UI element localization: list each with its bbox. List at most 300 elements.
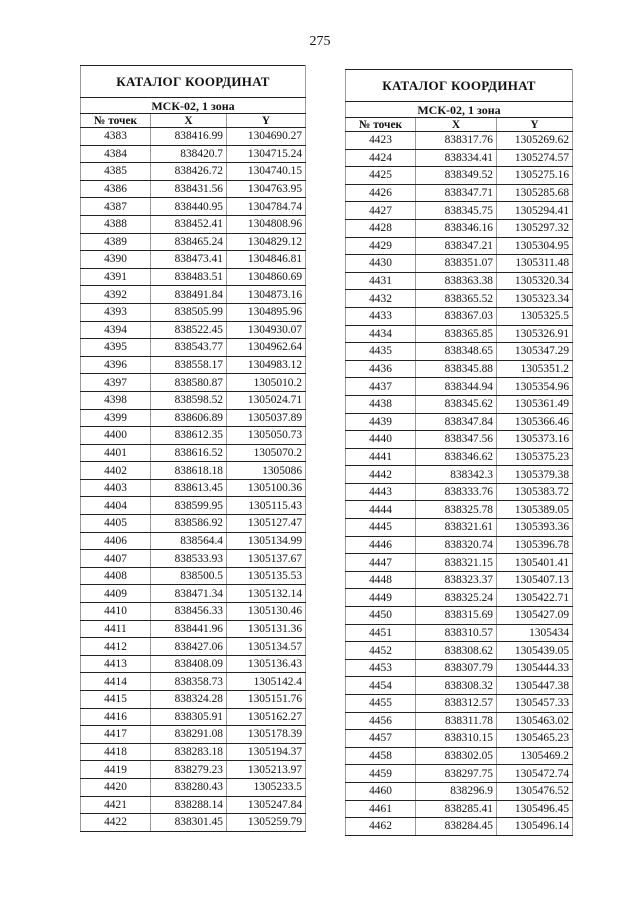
table-row — [346, 448, 573, 466]
point-number-cell: 4448 — [346, 571, 416, 589]
point-number-cell: 4425 — [346, 167, 416, 185]
column-header-x: X — [151, 114, 227, 128]
table-row — [346, 325, 573, 343]
point-number-cell: 4385 — [81, 163, 151, 181]
x-coordinate-cell: 838618.18 — [151, 462, 227, 480]
x-coordinate-cell: 838302.05 — [416, 747, 497, 765]
x-coordinate-cell: 838307.79 — [416, 659, 497, 677]
table-row — [346, 536, 573, 554]
y-coordinate-cell: 1305476.52 — [497, 782, 573, 800]
y-coordinate-cell: 1305422.71 — [497, 589, 573, 607]
x-coordinate-cell: 838347.56 — [416, 431, 497, 449]
x-coordinate-cell: 838426.72 — [151, 163, 227, 181]
x-coordinate-cell: 838599.95 — [151, 497, 227, 515]
table-row — [346, 818, 573, 836]
y-coordinate-cell: 1305379.38 — [497, 466, 573, 484]
point-number-cell: 4397 — [81, 374, 151, 392]
coordinate-system-label: МСК-02, 1 зона — [81, 98, 306, 114]
y-coordinate-cell: 1305393.36 — [497, 519, 573, 537]
y-coordinate-cell: 1305347.29 — [497, 343, 573, 361]
y-coordinate-cell: 1305447.38 — [497, 677, 573, 695]
x-coordinate-cell: 838311.78 — [416, 712, 497, 730]
point-number-cell: 4386 — [81, 180, 151, 198]
x-coordinate-cell: 838325.78 — [416, 501, 497, 519]
x-coordinate-cell: 838613.45 — [151, 479, 227, 497]
point-number-cell: 4400 — [81, 427, 151, 445]
table-row — [81, 427, 306, 445]
y-coordinate-cell: 1305274.57 — [497, 149, 573, 167]
y-coordinate-cell: 1305457.33 — [497, 695, 573, 713]
table-row — [346, 149, 573, 167]
x-coordinate-cell: 838558.17 — [151, 356, 227, 374]
point-number-cell: 4453 — [346, 659, 416, 677]
y-coordinate-cell: 1305469.2 — [497, 747, 573, 765]
x-coordinate-cell: 838363.38 — [416, 272, 497, 290]
y-coordinate-cell: 1304846.81 — [227, 251, 306, 269]
table-row — [81, 796, 306, 814]
table-row — [81, 655, 306, 673]
x-coordinate-cell: 838344.94 — [416, 378, 497, 396]
table-row — [81, 497, 306, 515]
y-coordinate-cell: 1305311.48 — [497, 255, 573, 273]
table-row — [81, 163, 306, 181]
x-coordinate-cell: 838345.88 — [416, 360, 497, 378]
column-header-point-number: № точек — [81, 114, 151, 128]
x-coordinate-cell: 838606.89 — [151, 409, 227, 427]
point-number-cell: 4440 — [346, 431, 416, 449]
y-coordinate-cell: 1304983.12 — [227, 356, 306, 374]
y-coordinate-cell: 1305162.27 — [227, 708, 306, 726]
point-number-cell: 4435 — [346, 343, 416, 361]
table-row — [81, 515, 306, 533]
x-coordinate-cell: 838279.23 — [151, 761, 227, 779]
point-number-cell: 4407 — [81, 550, 151, 568]
y-coordinate-cell: 1304784.74 — [227, 198, 306, 216]
point-number-cell: 4461 — [346, 800, 416, 818]
y-coordinate-cell: 1304930.07 — [227, 321, 306, 339]
x-coordinate-cell: 838348.65 — [416, 343, 497, 361]
point-number-cell: 4415 — [81, 691, 151, 709]
y-coordinate-cell: 1305427.09 — [497, 607, 573, 625]
y-coordinate-cell: 1305142.4 — [227, 673, 306, 691]
table-row — [81, 743, 306, 761]
point-number-cell: 4404 — [81, 497, 151, 515]
x-coordinate-cell: 838305.91 — [151, 708, 227, 726]
y-coordinate-cell: 1304860.69 — [227, 268, 306, 286]
y-coordinate-cell: 1305496.14 — [497, 818, 573, 836]
table-row — [81, 321, 306, 339]
y-coordinate-cell: 1304690.27 — [227, 128, 306, 146]
x-coordinate-cell: 838347.21 — [416, 237, 497, 255]
point-number-cell: 4398 — [81, 391, 151, 409]
point-number-cell: 4403 — [81, 479, 151, 497]
y-coordinate-cell: 1305396.78 — [497, 536, 573, 554]
x-coordinate-cell: 838586.92 — [151, 515, 227, 533]
point-number-cell: 4428 — [346, 219, 416, 237]
x-coordinate-cell: 838580.87 — [151, 374, 227, 392]
table-row — [346, 519, 573, 537]
y-coordinate-cell: 1305134.57 — [227, 638, 306, 656]
point-number-cell: 4406 — [81, 532, 151, 550]
table-row — [346, 501, 573, 519]
point-number-cell: 4443 — [346, 483, 416, 501]
point-number-cell: 4437 — [346, 378, 416, 396]
point-number-cell: 4387 — [81, 198, 151, 216]
point-number-cell: 4417 — [81, 726, 151, 744]
point-number-cell: 4454 — [346, 677, 416, 695]
point-number-cell: 4418 — [81, 743, 151, 761]
table-row — [81, 673, 306, 691]
x-coordinate-cell: 838345.75 — [416, 202, 497, 220]
x-coordinate-cell: 838505.99 — [151, 303, 227, 321]
point-number-cell: 4410 — [81, 603, 151, 621]
catalog-title: КАТАЛОГ КООРДИНАТ — [81, 66, 306, 98]
x-coordinate-cell: 838441.96 — [151, 620, 227, 638]
point-number-cell: 4414 — [81, 673, 151, 691]
x-coordinate-cell: 838317.76 — [416, 132, 497, 150]
point-number-cell: 4432 — [346, 290, 416, 308]
table-row — [346, 730, 573, 748]
x-coordinate-cell: 838325.24 — [416, 589, 497, 607]
table-row — [346, 677, 573, 695]
point-number-cell: 4450 — [346, 607, 416, 625]
table-row — [346, 466, 573, 484]
table-row — [81, 356, 306, 374]
table-row — [346, 290, 573, 308]
x-coordinate-cell: 838349.52 — [416, 167, 497, 185]
x-coordinate-cell: 838358.73 — [151, 673, 227, 691]
point-number-cell: 4434 — [346, 325, 416, 343]
y-coordinate-cell: 1305100.36 — [227, 479, 306, 497]
y-coordinate-cell: 1305434 — [497, 624, 573, 642]
table-row — [346, 571, 573, 589]
table-row — [81, 251, 306, 269]
y-coordinate-cell: 1305294.41 — [497, 202, 573, 220]
point-number-cell: 4430 — [346, 255, 416, 273]
y-coordinate-cell: 1305401.41 — [497, 554, 573, 572]
y-coordinate-cell: 1305472.74 — [497, 765, 573, 783]
table-row — [346, 800, 573, 818]
x-coordinate-cell: 838323.37 — [416, 571, 497, 589]
point-number-cell: 4409 — [81, 585, 151, 603]
point-number-cell: 4421 — [81, 796, 151, 814]
table-row — [346, 712, 573, 730]
table-row — [81, 585, 306, 603]
x-coordinate-cell: 838308.32 — [416, 677, 497, 695]
y-coordinate-cell: 1305194.37 — [227, 743, 306, 761]
x-coordinate-cell: 838365.85 — [416, 325, 497, 343]
x-coordinate-cell: 838483.51 — [151, 268, 227, 286]
point-number-cell: 4460 — [346, 782, 416, 800]
x-coordinate-cell: 838310.57 — [416, 624, 497, 642]
table-row — [81, 303, 306, 321]
x-coordinate-cell: 838564.4 — [151, 532, 227, 550]
x-coordinate-cell: 838616.52 — [151, 444, 227, 462]
y-coordinate-cell: 1305373.16 — [497, 431, 573, 449]
table-row — [346, 395, 573, 413]
x-coordinate-cell: 838465.24 — [151, 233, 227, 251]
x-coordinate-cell: 838288.14 — [151, 796, 227, 814]
table-row — [81, 444, 306, 462]
y-coordinate-cell: 1305444.33 — [497, 659, 573, 677]
y-coordinate-cell: 1305383.72 — [497, 483, 573, 501]
table-row — [81, 233, 306, 251]
x-coordinate-cell: 838365.52 — [416, 290, 497, 308]
y-coordinate-cell: 1305178.39 — [227, 726, 306, 744]
x-coordinate-cell: 838321.15 — [416, 554, 497, 572]
y-coordinate-cell: 1305375.23 — [497, 448, 573, 466]
column-header-point-number: № точек — [346, 118, 416, 132]
point-number-cell: 4457 — [346, 730, 416, 748]
point-number-cell: 4424 — [346, 149, 416, 167]
y-coordinate-cell: 1304895.96 — [227, 303, 306, 321]
table-row — [346, 765, 573, 783]
table-row — [81, 339, 306, 357]
table-row — [81, 286, 306, 304]
table-row — [346, 554, 573, 572]
y-coordinate-cell: 1305323.34 — [497, 290, 573, 308]
x-coordinate-cell: 838342.3 — [416, 466, 497, 484]
catalog-title: КАТАЛОГ КООРДИНАТ — [346, 70, 573, 102]
y-coordinate-cell: 1305010.2 — [227, 374, 306, 392]
column-header-y: Y — [227, 114, 306, 128]
coordinate-catalog-table-right — [345, 69, 573, 836]
y-coordinate-cell: 1305439.05 — [497, 642, 573, 660]
y-coordinate-cell: 1305389.05 — [497, 501, 573, 519]
x-coordinate-cell: 838297.75 — [416, 765, 497, 783]
point-number-cell: 4416 — [81, 708, 151, 726]
x-coordinate-cell: 838291.08 — [151, 726, 227, 744]
y-coordinate-cell: 1305134.99 — [227, 532, 306, 550]
point-number-cell: 4389 — [81, 233, 151, 251]
y-coordinate-cell: 1305326.91 — [497, 325, 573, 343]
table-row — [346, 167, 573, 185]
y-coordinate-cell: 1305213.97 — [227, 761, 306, 779]
point-number-cell: 4408 — [81, 567, 151, 585]
point-number-cell: 4396 — [81, 356, 151, 374]
x-coordinate-cell: 838452.41 — [151, 215, 227, 233]
table-row — [81, 532, 306, 550]
y-coordinate-cell: 1305070.2 — [227, 444, 306, 462]
y-coordinate-cell: 1305233.5 — [227, 778, 306, 796]
x-coordinate-cell: 838308.62 — [416, 642, 497, 660]
point-number-cell: 4446 — [346, 536, 416, 554]
point-number-cell: 4445 — [346, 519, 416, 537]
table-row — [346, 255, 573, 273]
table-row — [81, 409, 306, 427]
point-number-cell: 4411 — [81, 620, 151, 638]
y-coordinate-cell: 1305304.95 — [497, 237, 573, 255]
table-row — [346, 237, 573, 255]
table-row — [81, 550, 306, 568]
table-row — [81, 391, 306, 409]
table-row — [346, 219, 573, 237]
x-coordinate-cell: 838346.62 — [416, 448, 497, 466]
x-coordinate-cell: 838408.09 — [151, 655, 227, 673]
y-coordinate-cell: 1305135.53 — [227, 567, 306, 585]
point-number-cell: 4451 — [346, 624, 416, 642]
x-coordinate-cell: 838280.43 — [151, 778, 227, 796]
x-coordinate-cell: 838312.57 — [416, 695, 497, 713]
x-coordinate-cell: 838347.71 — [416, 184, 497, 202]
table-row — [81, 603, 306, 621]
y-coordinate-cell: 1305320.34 — [497, 272, 573, 290]
x-coordinate-cell: 838301.45 — [151, 814, 227, 832]
point-number-cell: 4401 — [81, 444, 151, 462]
y-coordinate-cell: 1305354.96 — [497, 378, 573, 396]
table-row — [346, 378, 573, 396]
y-coordinate-cell: 1305130.46 — [227, 603, 306, 621]
x-coordinate-cell: 838296.9 — [416, 782, 497, 800]
point-number-cell: 4395 — [81, 339, 151, 357]
x-coordinate-cell: 838456.33 — [151, 603, 227, 621]
table-row — [81, 479, 306, 497]
y-coordinate-cell: 1305351.2 — [497, 360, 573, 378]
y-coordinate-cell: 1305086 — [227, 462, 306, 480]
table-row — [346, 272, 573, 290]
y-coordinate-cell: 1305050.73 — [227, 427, 306, 445]
table-row — [346, 413, 573, 431]
y-coordinate-cell: 1305247.84 — [227, 796, 306, 814]
point-number-cell: 4431 — [346, 272, 416, 290]
point-number-cell: 4402 — [81, 462, 151, 480]
table-row — [81, 462, 306, 480]
point-number-cell: 4452 — [346, 642, 416, 660]
table-row — [346, 132, 573, 150]
coordinate-system-label: МСК-02, 1 зона — [346, 102, 573, 118]
x-coordinate-cell: 838351.07 — [416, 255, 497, 273]
table-row — [346, 747, 573, 765]
x-coordinate-cell: 838471.34 — [151, 585, 227, 603]
x-coordinate-cell: 838598.52 — [151, 391, 227, 409]
point-number-cell: 4393 — [81, 303, 151, 321]
y-coordinate-cell: 1305037.89 — [227, 409, 306, 427]
x-coordinate-cell: 838473.41 — [151, 251, 227, 269]
point-number-cell: 4391 — [81, 268, 151, 286]
table-row — [346, 431, 573, 449]
table-row — [81, 128, 306, 146]
point-number-cell: 4390 — [81, 251, 151, 269]
table-row — [346, 360, 573, 378]
table-row — [81, 620, 306, 638]
point-number-cell: 4439 — [346, 413, 416, 431]
point-number-cell: 4455 — [346, 695, 416, 713]
point-number-cell: 4436 — [346, 360, 416, 378]
y-coordinate-cell: 1305132.14 — [227, 585, 306, 603]
x-coordinate-cell: 838284.45 — [416, 818, 497, 836]
point-number-cell: 4427 — [346, 202, 416, 220]
table-row — [81, 145, 306, 163]
x-coordinate-cell: 838324.28 — [151, 691, 227, 709]
x-coordinate-cell: 838333.76 — [416, 483, 497, 501]
column-header-x: X — [416, 118, 497, 132]
coordinate-catalog-table-left — [80, 65, 306, 832]
x-coordinate-cell: 838416.99 — [151, 128, 227, 146]
page-number: 275 — [309, 34, 331, 49]
x-coordinate-cell: 838491.84 — [151, 286, 227, 304]
y-coordinate-cell: 1305325.5 — [497, 307, 573, 325]
y-coordinate-cell: 1305366.46 — [497, 413, 573, 431]
y-coordinate-cell: 1304962.64 — [227, 339, 306, 357]
y-coordinate-cell: 1305136.43 — [227, 655, 306, 673]
y-coordinate-cell: 1305131.36 — [227, 620, 306, 638]
x-coordinate-cell: 838315.69 — [416, 607, 497, 625]
point-number-cell: 4426 — [346, 184, 416, 202]
point-number-cell: 4383 — [81, 128, 151, 146]
x-coordinate-cell: 838500.5 — [151, 567, 227, 585]
point-number-cell: 4449 — [346, 589, 416, 607]
point-number-cell: 4405 — [81, 515, 151, 533]
y-coordinate-cell: 1305463.02 — [497, 712, 573, 730]
point-number-cell: 4384 — [81, 145, 151, 163]
y-coordinate-cell: 1305496.45 — [497, 800, 573, 818]
column-header-y: Y — [497, 118, 573, 132]
table-row — [81, 180, 306, 198]
point-number-cell: 4447 — [346, 554, 416, 572]
table-row — [346, 343, 573, 361]
point-number-cell: 4413 — [81, 655, 151, 673]
y-coordinate-cell: 1305259.79 — [227, 814, 306, 832]
table-row — [81, 814, 306, 832]
table-row — [346, 782, 573, 800]
x-coordinate-cell: 838283.18 — [151, 743, 227, 761]
y-coordinate-cell: 1304808.96 — [227, 215, 306, 233]
point-number-cell: 4444 — [346, 501, 416, 519]
point-number-cell: 4433 — [346, 307, 416, 325]
table-row — [346, 695, 573, 713]
y-coordinate-cell: 1305465.23 — [497, 730, 573, 748]
x-coordinate-cell: 838346.16 — [416, 219, 497, 237]
table-row — [81, 268, 306, 286]
point-number-cell: 4441 — [346, 448, 416, 466]
x-coordinate-cell: 838431.56 — [151, 180, 227, 198]
x-coordinate-cell: 838367.03 — [416, 307, 497, 325]
x-coordinate-cell: 838321.61 — [416, 519, 497, 537]
table-row — [81, 638, 306, 656]
table-row — [346, 202, 573, 220]
table-row — [81, 215, 306, 233]
point-number-cell: 4429 — [346, 237, 416, 255]
point-number-cell: 4420 — [81, 778, 151, 796]
table-row — [81, 691, 306, 709]
table-row — [346, 659, 573, 677]
x-coordinate-cell: 838533.93 — [151, 550, 227, 568]
table-row — [346, 483, 573, 501]
y-coordinate-cell: 1305024.71 — [227, 391, 306, 409]
x-coordinate-cell: 838285.41 — [416, 800, 497, 818]
x-coordinate-cell: 838334.41 — [416, 149, 497, 167]
table-row — [346, 642, 573, 660]
x-coordinate-cell: 838310.15 — [416, 730, 497, 748]
table-row — [346, 184, 573, 202]
y-coordinate-cell: 1304873.16 — [227, 286, 306, 304]
point-number-cell: 4422 — [81, 814, 151, 832]
x-coordinate-cell: 838427.06 — [151, 638, 227, 656]
table-row — [81, 567, 306, 585]
x-coordinate-cell: 838612.35 — [151, 427, 227, 445]
point-number-cell: 4462 — [346, 818, 416, 836]
y-coordinate-cell: 1304829.12 — [227, 233, 306, 251]
table-row — [81, 708, 306, 726]
point-number-cell: 4394 — [81, 321, 151, 339]
y-coordinate-cell: 1304715.24 — [227, 145, 306, 163]
y-coordinate-cell: 1305269.62 — [497, 132, 573, 150]
x-coordinate-cell: 838320.74 — [416, 536, 497, 554]
table-row — [81, 198, 306, 216]
y-coordinate-cell: 1305407.13 — [497, 571, 573, 589]
y-coordinate-cell: 1305361.49 — [497, 395, 573, 413]
point-number-cell: 4459 — [346, 765, 416, 783]
